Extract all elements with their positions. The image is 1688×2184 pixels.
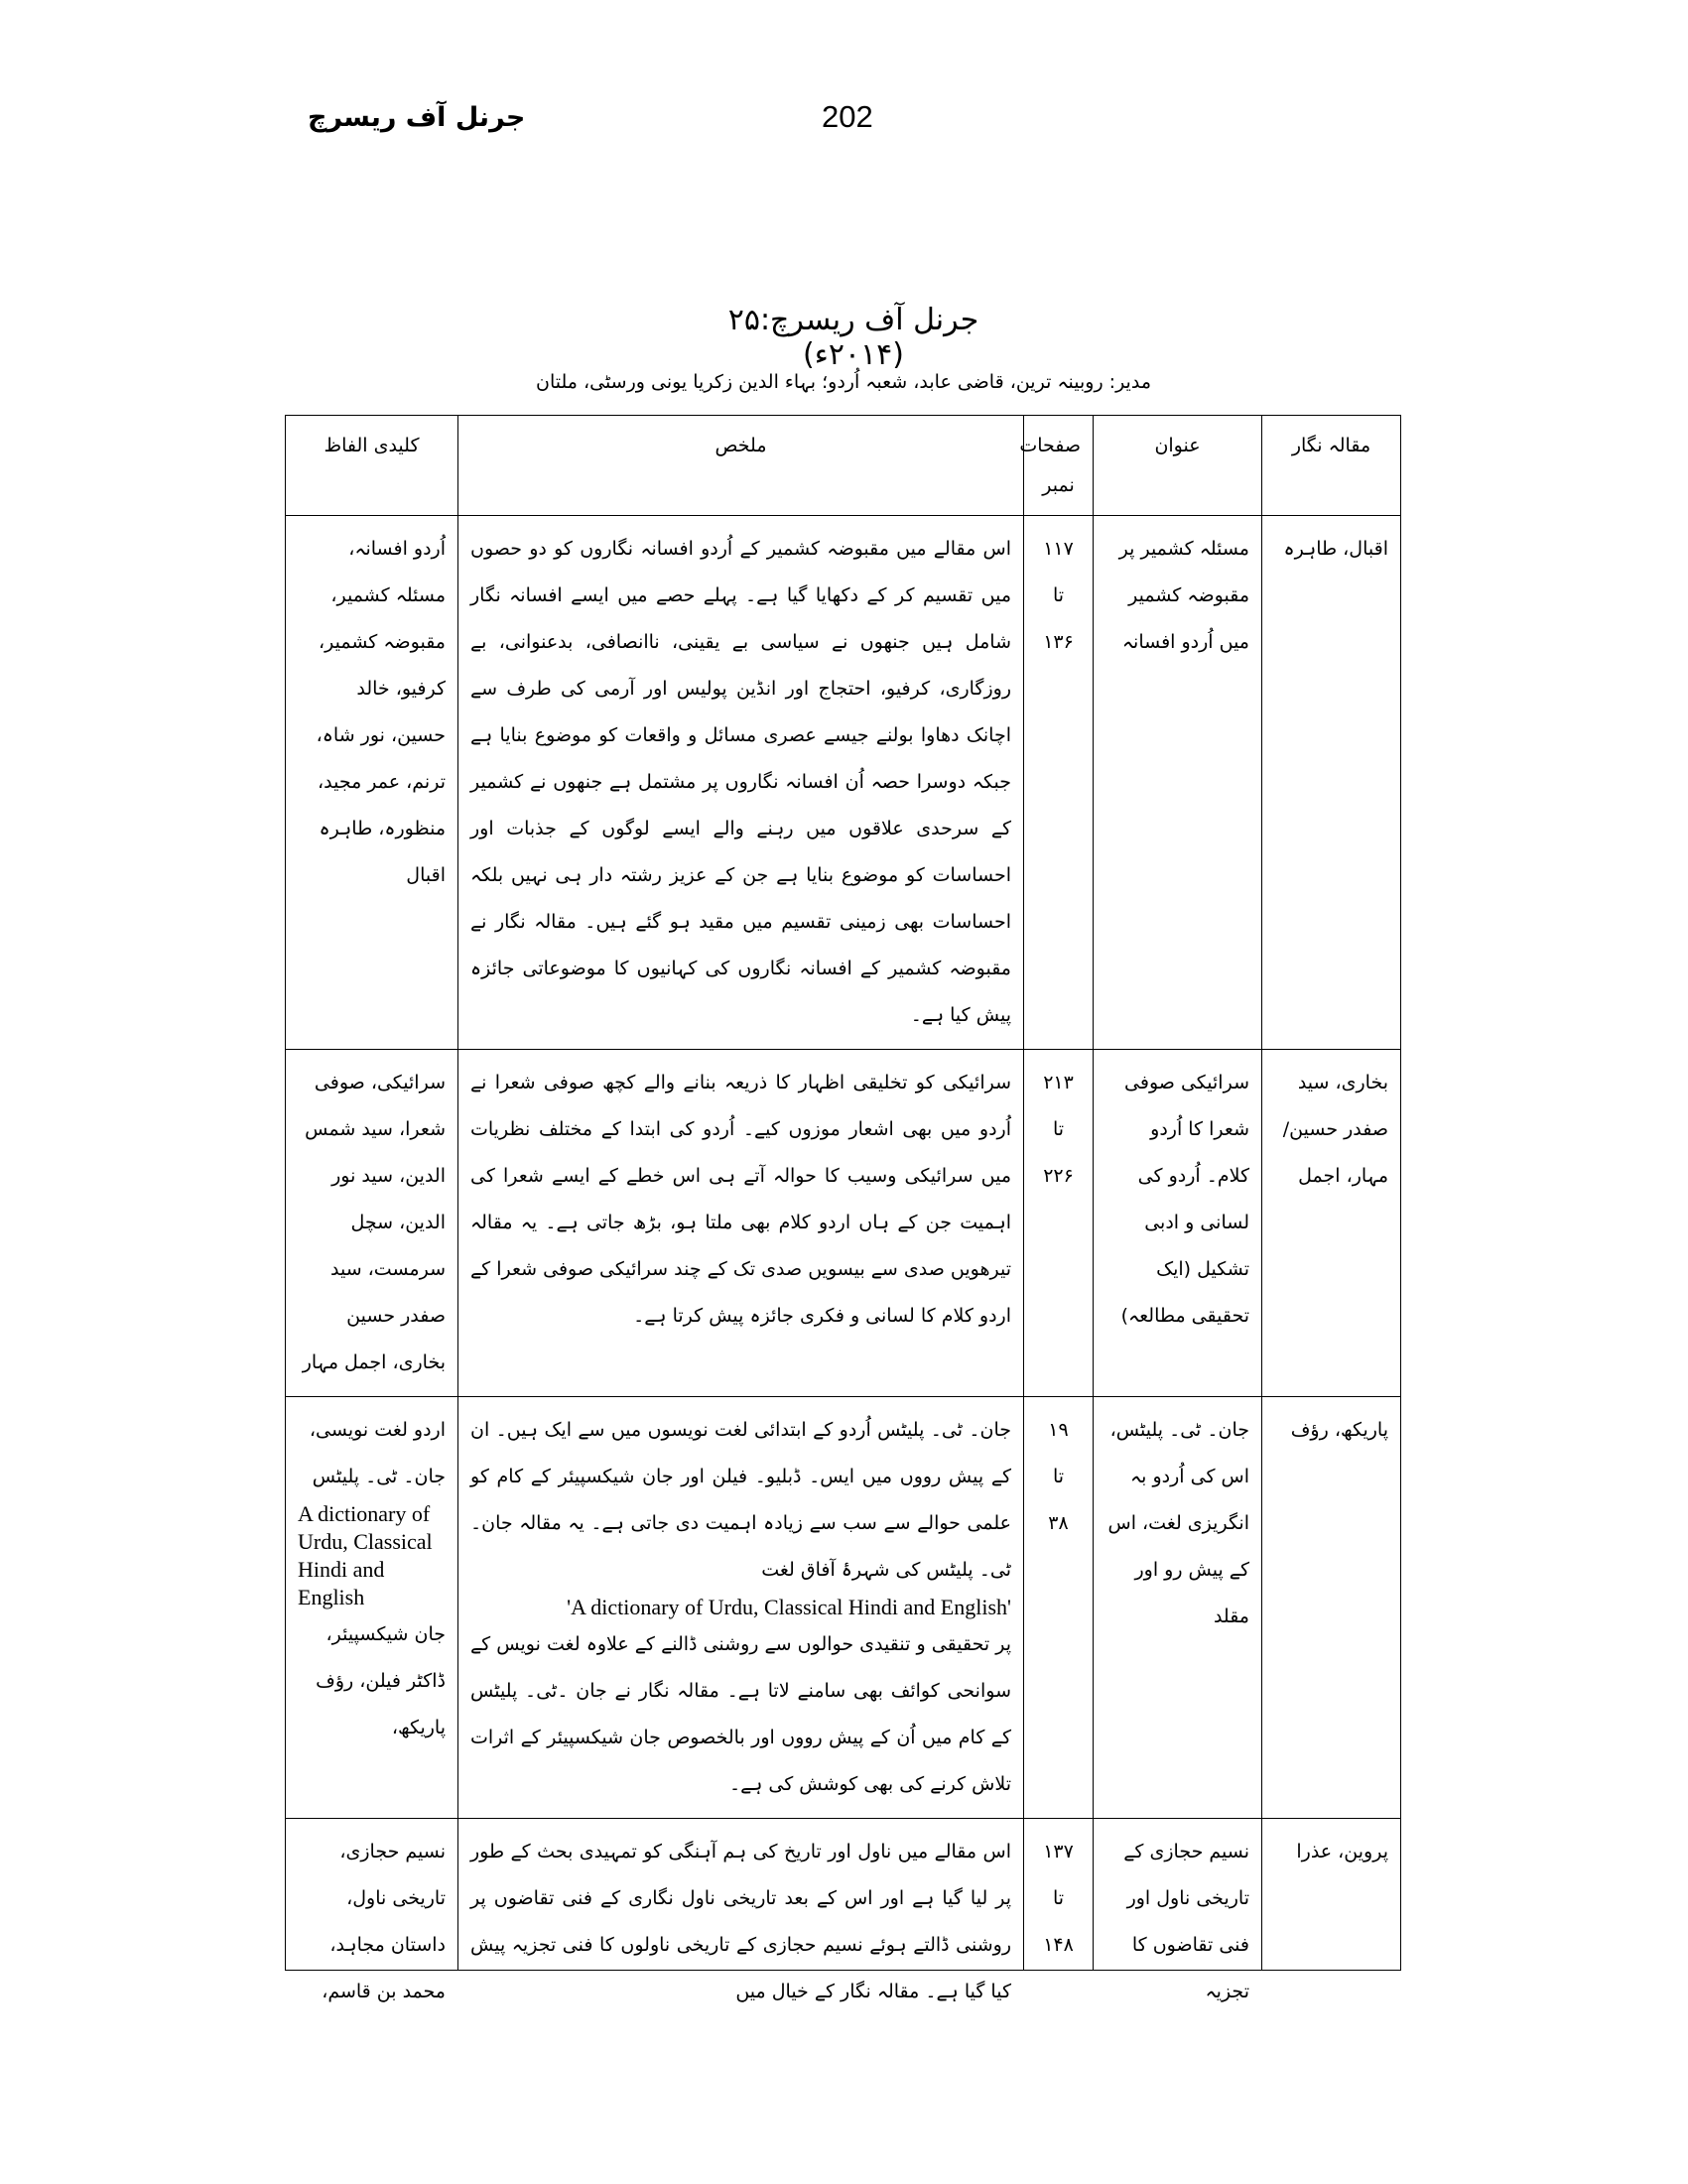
title-cell: مسئلہ کشمیر پر مقبوضہ کشمیر میں اُردو افسانہ xyxy=(1094,516,1262,1050)
abstract-cell: اس مقالے میں مقبوضہ کشمیر کے اُردو افسانہ نگاروں کو دو حصوں میں تقسیم کر کے دکھایا گیا ہے۔ پہلے حصے میں ایسے افسانہ نگار شامل ہیں جنھوں نے سیاسی بے یقینی، ناانصافی، بدعنوانی، بے روزگاری، کرفیو، احتجاج اور انڈین پولیس اور آرمی کی طرف سے اچانک دھاوا بولنے جیسے عصری مسائل و واقعات کو موضوع بنایا ہے جبکہ دوسرا حصہ اُن افسانہ نگاروں پر مشتمل ہے جنھوں نے کشمیر کے سرحدی علاقوں میں رہنے والے ایسے لوگوں کے جذبات اور احساسات کو موضوع بنایا ہے جن کے عزیز رشتہ دار ہی نہیں بلکہ احساسات بھی زمینی تقسیم میں مقید ہو گئے ہیں۔ مقالہ نگار نے مقبوضہ کشمیر کے افسانہ نگاروں کی کہانیوں کا موضوعاتی جائزہ پیش کیا ہے۔ xyxy=(458,516,1024,1050)
pages-cell xyxy=(1024,516,1094,1050)
col-header-author: مقالہ نگار xyxy=(1262,416,1401,516)
keywords-english-title: A dictionary of Urdu, Classical Hindi and English xyxy=(298,1501,433,1609)
page-end: ۱۳۶ xyxy=(1043,631,1074,653)
page-end: ۱۴۸ xyxy=(1043,1934,1074,1956)
table-row xyxy=(286,516,1401,1050)
abstract-cell: سرائیکی کو تخلیقی اظہار کا ذریعہ بنانے والے کچھ صوفی شعرا نے اُردو میں بھی اشعار موزوں کیے۔ اُردو کی ابتدا کے مختلف نظریات میں سرائیکی وسیب کا حوالہ آتے ہی اس خطے کے ایسے شعرا کی اہمیت جن کے ہاں اردو کلام بھی ملتا ہو، بڑھ جاتی ہے۔ یہ مقالہ تیرھویں صدی سے بیسویں صدی تک کے چند سرائیکی صوفی شعرا کے اردو کلام کا لسانی و فکری جائزہ پیش کرتا ہے۔ xyxy=(458,1050,1024,1397)
page-start: ۲۱۳ xyxy=(1043,1072,1074,1093)
page-start: ۱۱۷ xyxy=(1043,538,1074,560)
author-cell: اقبال، طاہرہ xyxy=(1262,516,1401,1050)
abstract-text-before: جان۔ ٹی۔ پلیٹس اُردو کے ابتدائی لغت نویسوں میں سے ایک ہیں۔ ان کے پیش رووں میں ایس۔ ڈبلیو۔ فیلن اور جان شیکسپیئر کے کام کو علمی حوالے سے سب سے زیادہ اہمیت دی جاتی ہے۔ یہ مقالہ جان۔ ٹی۔ پلیٹس کی شہرۂ آفاق لغت xyxy=(470,1419,1011,1581)
keywords-cell xyxy=(286,1819,458,2002)
keywords-text: نسیم حجازی، تاریخی ناول، داستان مجاہد، محمد بن قاسم، xyxy=(322,1841,446,2002)
title-cell: جان۔ ٹی۔ پلیٹس، اس کی اُردو بہ انگریزی لغت، اس کے پیش رو اور مقلد xyxy=(1094,1397,1262,1819)
keywords-text-before: اردو لغت نویسی، جان۔ ٹی۔ پلیٹس xyxy=(309,1419,446,1487)
pages-cell xyxy=(1024,1819,1094,1971)
research-table xyxy=(285,415,1401,2002)
pages-cell xyxy=(1024,1397,1094,1819)
page-start: ۱۹ xyxy=(1048,1419,1069,1441)
abstract-text: اس مقالے میں ناول اور تاریخ کی ہم آہنگی کو تمہیدی بحث کے طور پر لیا گیا ہے اور اس کے بعد تاریخی ناول نگاری کے فنی تقاضوں پر روشنی ڈالتے ہوئے نسیم حجازی کے تاریخی ناولوں کا فنی تجزیہ پیش کیا گیا ہے۔ مقالہ نگار کے خیال میں xyxy=(470,1841,1011,2002)
table-row xyxy=(286,1050,1401,1397)
abstract-english-title: 'A dictionary of Urdu, Classical Hindi and English' xyxy=(567,1595,1011,1619)
table-row xyxy=(286,1819,1401,1971)
page-to: تا xyxy=(1052,1887,1065,1909)
page-to: تا xyxy=(1052,1118,1065,1140)
col-header-pages: صفحات نمبر xyxy=(1024,416,1094,516)
page-end: ۲۲۶ xyxy=(1043,1165,1074,1187)
table-row xyxy=(286,1397,1401,1819)
keywords-cell xyxy=(286,1397,458,1819)
col-header-keywords: کلیدی الفاظ xyxy=(286,416,458,516)
abstract-cell xyxy=(458,1397,1024,1819)
author-cell: پاریکھ، رؤف xyxy=(1262,1397,1401,1819)
pages-cell xyxy=(1024,1050,1094,1397)
title-text: نسیم حجازی کے تاریخی ناول اور فنی تقاضوں کا تجزیہ xyxy=(1123,1841,1249,2002)
title-cell xyxy=(1094,1819,1262,2002)
page-number: 202 xyxy=(822,99,873,134)
keywords-text-after: جان شیکسپیئر، ڈاکٹر فیلن، رؤف پاریکھ، xyxy=(316,1623,446,1738)
author-cell xyxy=(1262,1819,1401,1971)
author-text: پروین، عذرا xyxy=(1296,1841,1388,1863)
title-cell: سرائیکی صوفی شعرا کا اُردو کلام۔ اُردو کی لسانی و ادبی تشکیل (ایک تحقیقی مطالعہ) xyxy=(1094,1050,1262,1397)
page-end: ۳۸ xyxy=(1048,1512,1069,1534)
running-head: جرنل آف ریسرچ xyxy=(308,102,526,133)
page-to: تا xyxy=(1052,584,1065,606)
abstract-cell xyxy=(458,1819,1024,2002)
author-cell: بخاری، سید صفدر حسین/مہار، اجمل xyxy=(1262,1050,1401,1397)
abstract-text-after: پر تحقیقی و تنقیدی حوالوں سے روشنی ڈالنے کے علاوہ لغت نویس کے سوانحی کوائف بھی سامنے لاتا ہے۔ مقالہ نگار نے جان ۔ٹی۔ پلیٹس کے کام میں اُن کے پیش رووں اور بالخصوص جان شیکسپیئر کے اثرات تلاش کرنے کی بھی کوشش کی ہے۔ xyxy=(470,1633,1011,1795)
journal-title: جرنل آف ریسرچ:۲۵ (۲۰۱۴ء) xyxy=(727,303,979,372)
col-header-abstract: ملخص xyxy=(458,416,1024,516)
page-to: تا xyxy=(1052,1466,1065,1487)
table-header-row xyxy=(286,416,1401,516)
editor-line: مدیر: روبینہ ترین، قاضی عابد، شعبہ اُردو؛ بہاء الدین زکریا یونی ورسٹی، ملتان xyxy=(536,371,1151,393)
col-header-title: عنوان xyxy=(1094,416,1262,516)
page-start: ۱۳۷ xyxy=(1043,1841,1074,1863)
keywords-cell: سرائیکی، صوفی شعرا، سید شمس الدین، سید نور الدین، سچل سرمست، سید صفدر حسین بخاری، اجمل مہار xyxy=(286,1050,458,1397)
keywords-cell: اُردو افسانہ، مسئلہ کشمیر، مقبوضہ کشمیر، کرفیو، خالد حسین، نور شاہ، ترنم، عمر مجید، منظورہ، طاہرہ اقبال xyxy=(286,516,458,1050)
